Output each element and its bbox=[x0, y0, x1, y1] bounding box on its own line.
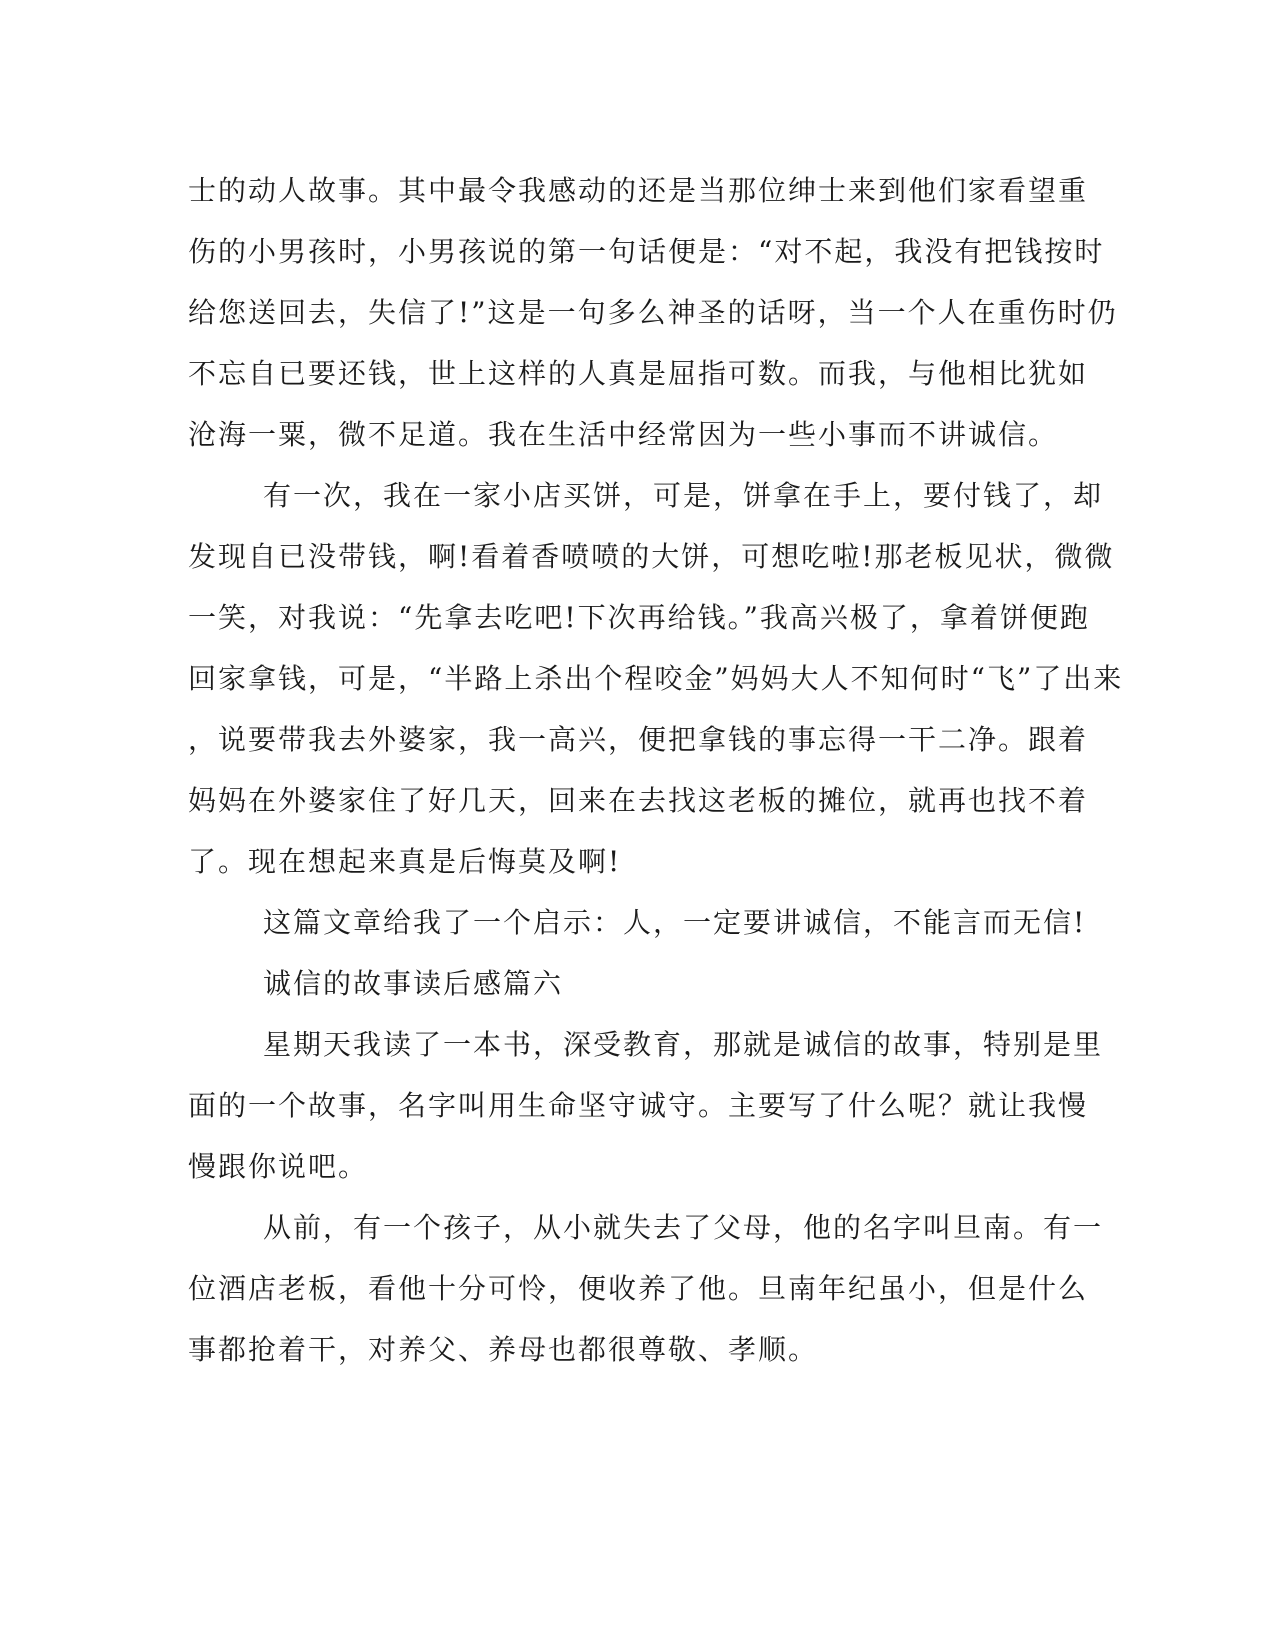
text-line: 妈妈在外婆家住了好几天，回来在去找这老板的摊位，就再也找不着 bbox=[188, 784, 1089, 817]
text-line: 伤的小男孩时，小男孩说的第一句话便是：“对不起，我没有把钱按时 bbox=[188, 235, 1105, 268]
text-line: 回家拿钱，可是，“半路上杀出个程咬金”妈妈大人不知何时“飞”了出来 bbox=[188, 662, 1124, 695]
text-line: 星期天我读了一本书，深受教育，那就是诚信的故事，特别是里 bbox=[263, 1028, 1104, 1061]
text-line: 事都抢着干，对养父、养母也都很尊敬、孝顺。 bbox=[188, 1333, 819, 1366]
text-line: 给您送回去，失信了!”这是一句多么神圣的话呀，当一个人在重伤时仍 bbox=[188, 296, 1118, 329]
text-line: 这篇文章给我了一个启示：人，一定要讲诚信，不能言而无信! bbox=[263, 906, 1087, 939]
document-body bbox=[188, 160, 1124, 1380]
text-line: 士的动人故事。其中最令我感动的还是当那位绅士来到他们家看望重 bbox=[188, 174, 1089, 207]
text-line: 面的一个故事，名字叫用生命坚守诚守。主要写了什么呢？就让我慢 bbox=[188, 1089, 1089, 1122]
text-line: 从前，有一个孩子，从小就失去了父母，他的名字叫旦南。有一 bbox=[263, 1211, 1104, 1244]
text-line: 沧海一粟，微不足道。我在生活中经常因为一些小事而不讲诚信。 bbox=[188, 418, 1059, 451]
text-line: 了。现在想起来真是后悔莫及啊! bbox=[188, 845, 622, 878]
text-line: 诚信的故事读后感篇六 bbox=[263, 967, 564, 1000]
text-line: 一笑，对我说：“先拿去吃吧!下次再给钱。”我高兴极了，拿着饼便跑 bbox=[188, 601, 1090, 634]
text-line: 位酒店老板，看他十分可怜，便收养了他。旦南年纪虽小，但是什么 bbox=[188, 1272, 1089, 1305]
text-line: 发现自已没带钱，啊!看着香喷喷的大饼，可想吃啦!那老板见状，微微 bbox=[188, 540, 1115, 573]
text-line: 不忘自已要还钱，世上这样的人真是屈指可数。而我，与他相比犹如 bbox=[188, 357, 1089, 390]
text-line: 慢跟你说吧。 bbox=[188, 1150, 369, 1183]
text-line: 有一次，我在一家小店买饼，可是，饼拿在手上，要付钱了，却 bbox=[263, 479, 1104, 512]
text-line: ，说要带我去外婆家，我一高兴，便把拿钱的事忘得一干二净。跟着 bbox=[188, 723, 1089, 756]
